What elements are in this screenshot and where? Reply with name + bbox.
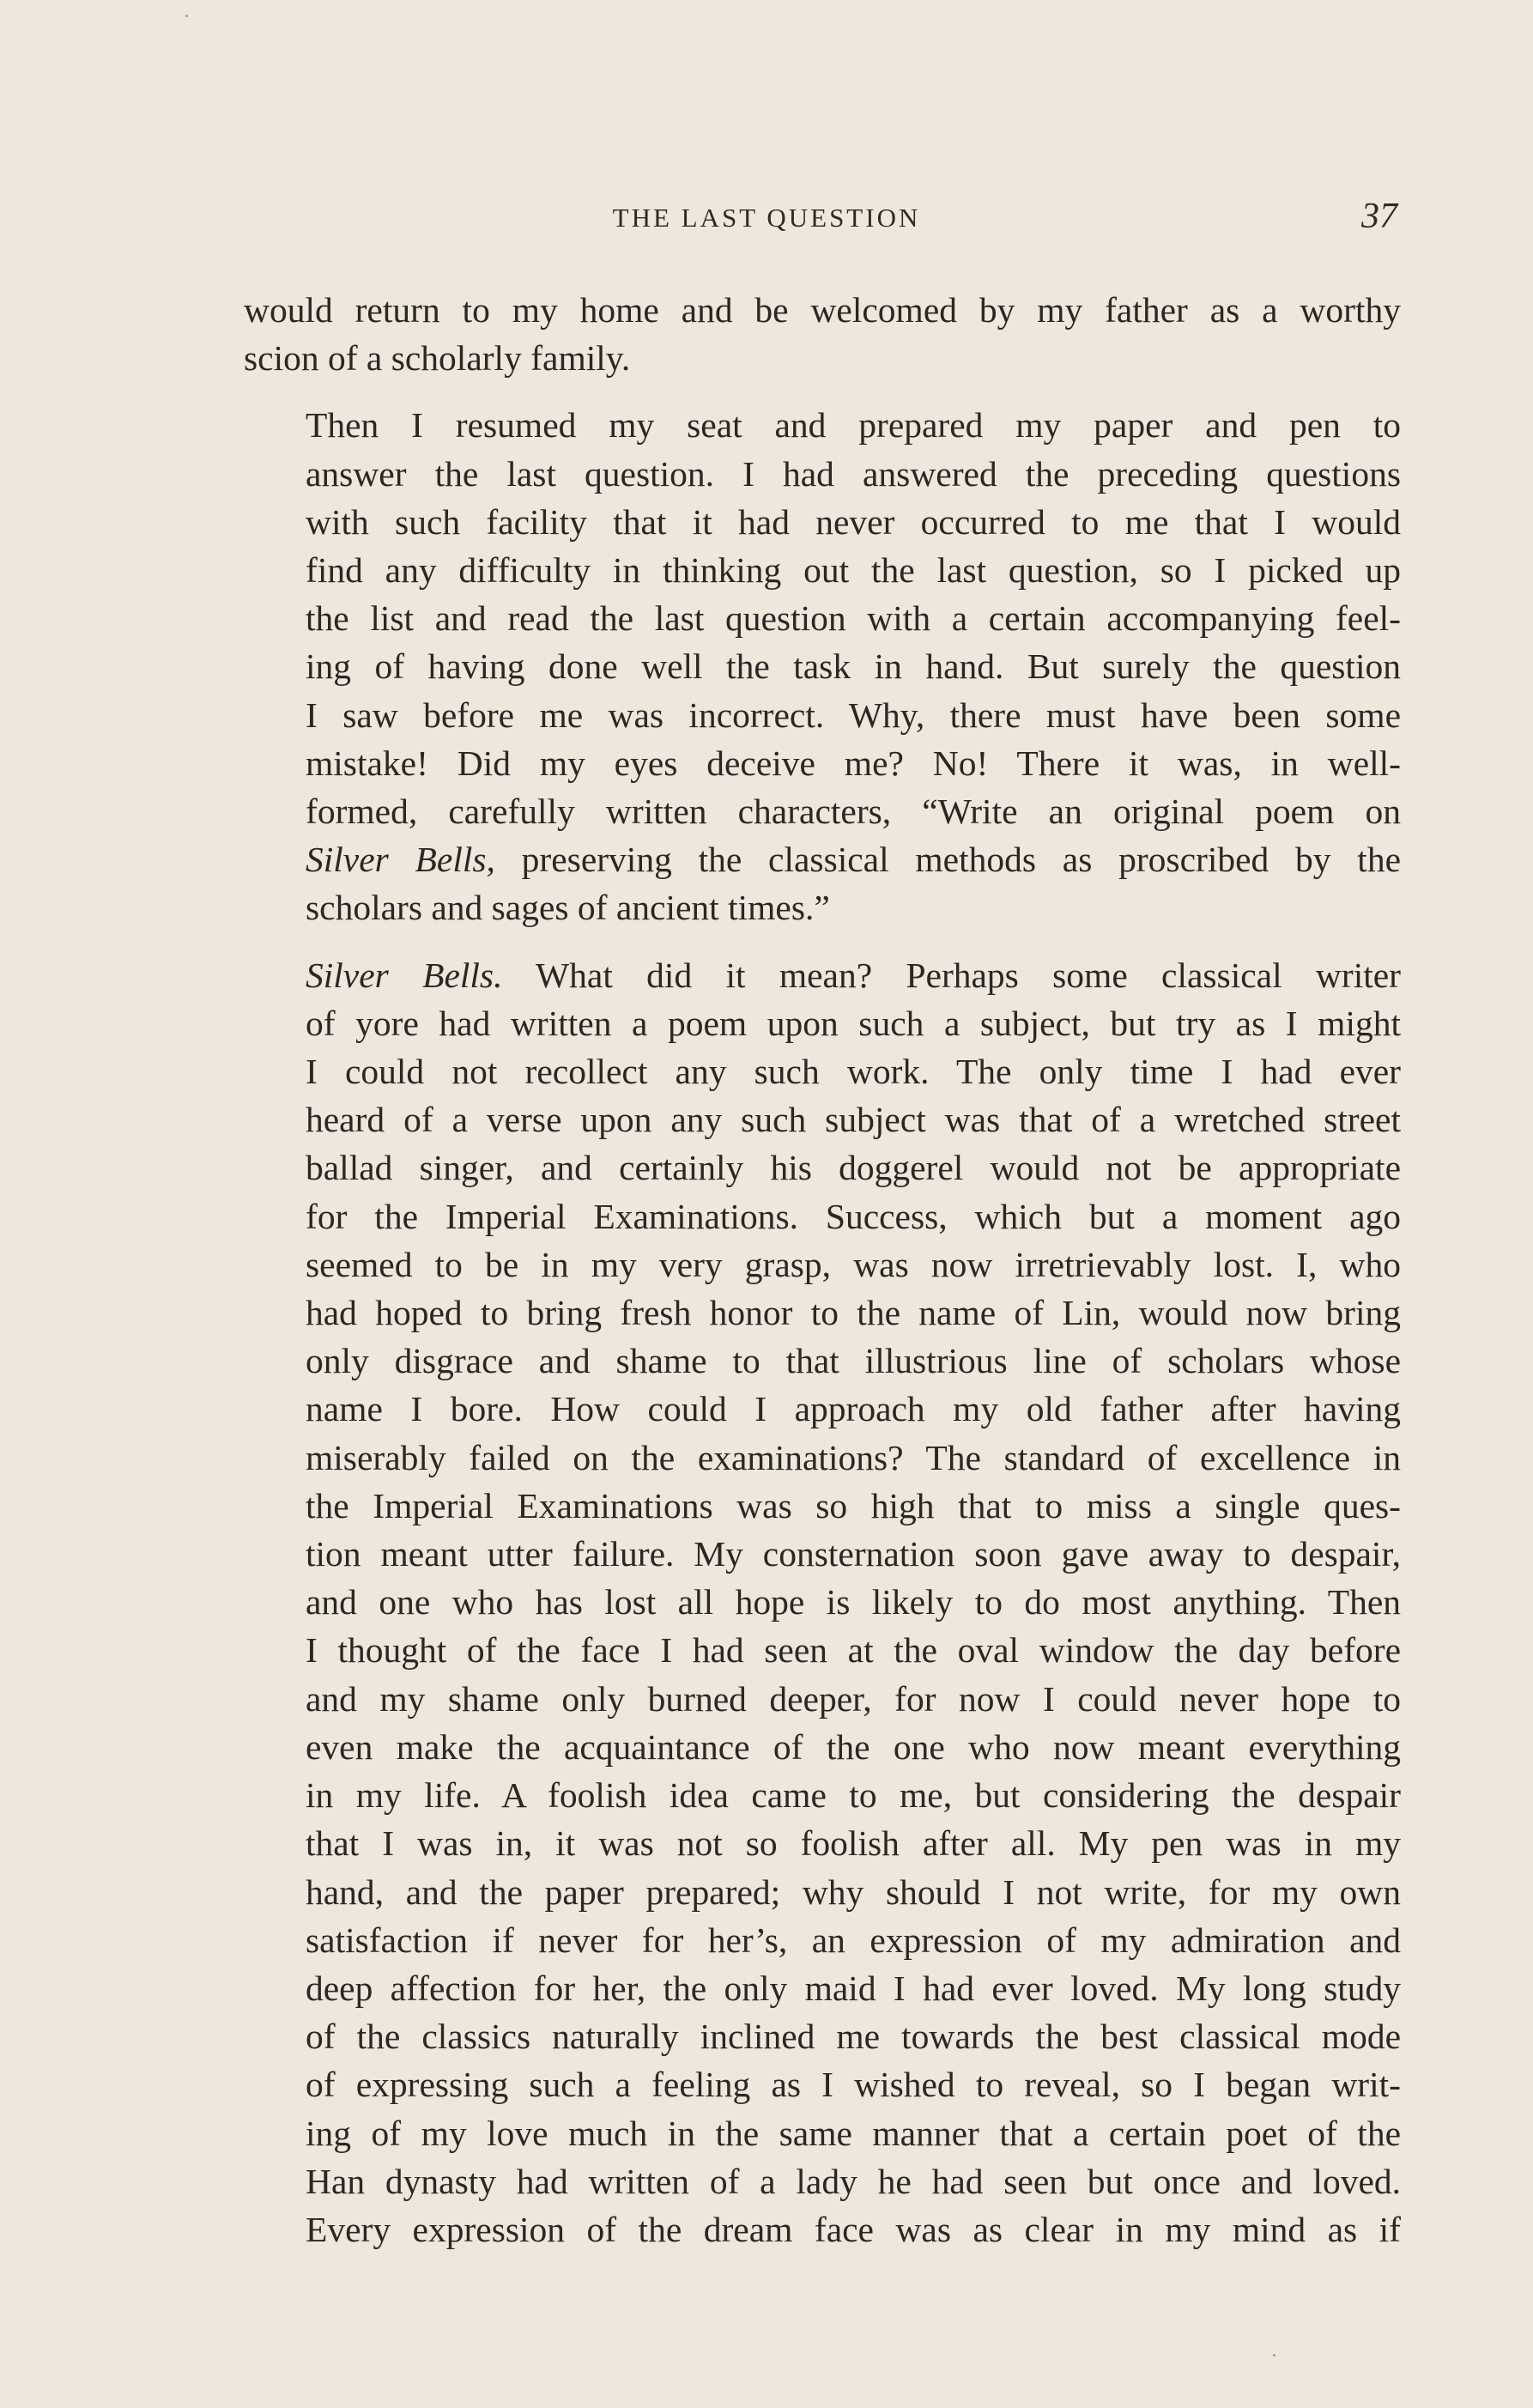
paper-speck	[1273, 2354, 1275, 2356]
text-line: and my shame only burned deeper, for now I could never hope to	[306, 1678, 1401, 1719]
text-line: with such facility that it had never occurred to me that I would	[306, 501, 1401, 542]
italic-title: Silver Bells,	[306, 840, 495, 880]
text-line: Han dynasty had written of a lady he had seen but once and loved.	[306, 2161, 1401, 2201]
text-line: tion meant utter failure. My consternation soon gave away to despair,	[306, 1534, 1401, 1574]
text-line: of yore had written a poem upon such a subject, but try as I might	[306, 1003, 1401, 1043]
text-line: I thought of the face I had seen at the oval window the day before	[306, 1630, 1401, 1671]
text-line: I could not recollect any such work. The only time I had ever	[306, 1052, 1401, 1092]
page-number: 37	[1361, 197, 1397, 236]
text-line: had hoped to bring fresh honor to the name of Lin, would now bring	[306, 1293, 1401, 1333]
text-line: seemed to be in my very grasp, was now irretrievably lost. I, who	[306, 1244, 1401, 1284]
text-line: satisfaction if never for her’s, an expression of my admiration and	[306, 1920, 1401, 1960]
body-text	[244, 286, 1401, 2253]
text-line: find any difficulty in thinking out the last question, so I picked up	[306, 550, 1401, 591]
text-line: of the classics naturally inclined me towards the best classical mode	[306, 2017, 1401, 2057]
text-line: Every expression of the dream face was as clear in my mind as if	[306, 2209, 1401, 2249]
text-line: that I was in, it was not so foolish after all. My pen was in my	[306, 1823, 1401, 1864]
paper-speck	[185, 15, 188, 17]
text-line: name I bore. How could I approach my old father after having	[306, 1389, 1401, 1429]
text-line: the list and read the last question with a certain accompanying feel-	[306, 598, 1401, 639]
text-line: for the Imperial Examinations. Success, which but a moment ago	[306, 1196, 1401, 1236]
paragraph	[244, 951, 1401, 2253]
text-line: would return to my home and be welcomed by my father as a worthy	[244, 290, 1401, 330]
text-line: and one who has lost all hope is likely to do most anything. Then	[306, 1582, 1401, 1623]
running-head	[0, 196, 1533, 239]
text-line: scholars and sages of ancient times.”	[306, 888, 830, 928]
italic-title: Silver Bells.	[306, 955, 503, 995]
running-title: THE LAST QUESTION	[612, 203, 921, 233]
paragraph	[244, 401, 1401, 931]
paragraph	[244, 286, 1401, 382]
text-line: miserably failed on the examinations? The standard of excellence in	[306, 1437, 1401, 1477]
text-line: I saw before me was incorrect. Why, there must have been some	[306, 694, 1401, 735]
text-line: scion of a scholarly family.	[244, 338, 631, 379]
text-line: formed, carefully written characters, “Write an original poem on	[306, 792, 1401, 832]
text-line: ballad singer, and certainly his doggerel would not be appropriate	[306, 1148, 1401, 1188]
text-line: ing of having done well the task in hand. But surely the question	[306, 646, 1401, 687]
text-line: even make the acquaintance of the one who now meant everything	[306, 1726, 1401, 1767]
text-line: only disgrace and shame to that illustrious line of scholars whose	[306, 1341, 1401, 1381]
text-line: of expressing such a feeling as I wished to reveal, so I began writ-	[306, 2065, 1401, 2105]
text-line: answer the last question. I had answered the preceding questions	[306, 453, 1401, 494]
text-line: hand, and the paper prepared; why should I not write, for my own	[306, 1871, 1401, 1912]
text-line: the Imperial Examinations was so high that to miss a single ques-	[306, 1485, 1401, 1525]
text-line: Then I resumed my seat and prepared my paper and pen to	[306, 405, 1401, 446]
text-line: heard of a verse upon any such subject was that of a wretched street	[306, 1100, 1401, 1140]
text-line: deep affection for her, the only maid I had ever loved. My long study	[306, 1968, 1401, 2008]
text-line: in my life. A foolish idea came to me, but considering the despair	[306, 1775, 1401, 1816]
text-line: Silver Bells, preserving the classical methods as proscribed by the	[306, 840, 1401, 880]
text-line: mistake! Did my eyes deceive me? No! There it was, in well-	[306, 743, 1401, 783]
text-line: Silver Bells. What did it mean? Perhaps some classical writer	[306, 955, 1401, 995]
text-line: ing of my love much in the same manner that a certain poet of the	[306, 2113, 1401, 2153]
